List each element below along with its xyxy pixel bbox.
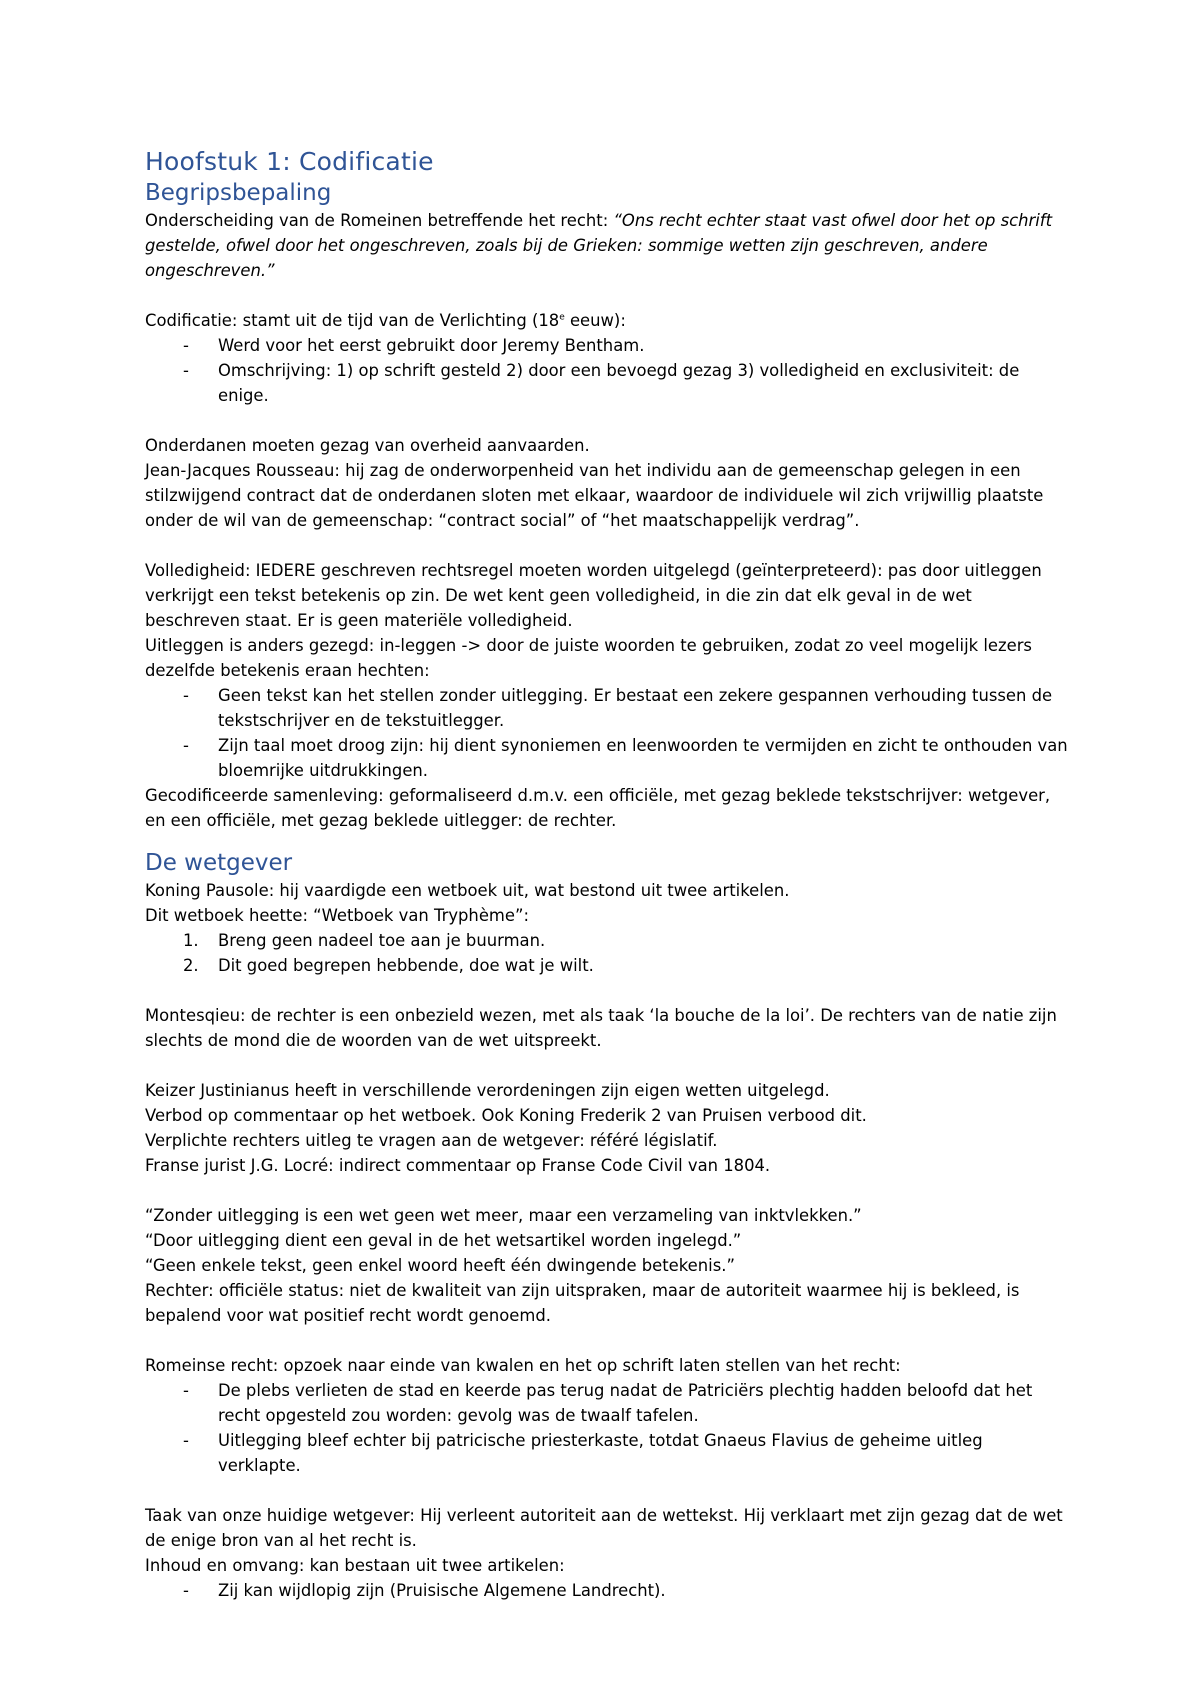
romeinen-quote: “Ons recht echter staat vast ofwel door het op schrift gestelde, ofwel door het ongeschreven, zoals bij de Grieken: sommige wetten zijn geschreven, andere ongeschreven.” (145, 211, 1053, 280)
paragraph-inhoud: Inhoud en omvang: kan bestaan uit twee artikelen: (145, 1556, 565, 1575)
list-item-text: Dit goed begrepen hebbende, doe wat je wilt. (218, 956, 594, 975)
list-item (145, 358, 1070, 408)
paragraph-codificatie (145, 308, 1070, 333)
paragraph-romeinen (145, 208, 1070, 283)
dash-marker: - (183, 1581, 189, 1600)
list-item (145, 733, 1070, 783)
paragraph-locre: Franse jurist J.G. Locré: indirect commentaar op Franse Code Civil van 1804. (145, 1156, 771, 1175)
document-body (145, 146, 1070, 1603)
dash-marker: - (183, 686, 189, 705)
paragraph-onderdanen: Onderdanen moeten gezag van overheid aanvaarden. (145, 436, 590, 455)
romeinse-recht-list (145, 1378, 1070, 1478)
number-marker: 1. (183, 931, 199, 950)
list-item-text: Zij kan wijdlopig zijn (Pruisische Algemene Landrecht). (218, 1581, 666, 1600)
dash-marker: - (183, 736, 189, 755)
codificatie-superscript: e (559, 312, 565, 323)
list-item (145, 953, 1070, 978)
paragraph-taak: Taak van onze huidige wetgever: Hij verleent autoriteit aan de wettekst. Hij verklaart met zijn gezag dat de wet de enige bron van al het recht is. (145, 1506, 1063, 1550)
list-item (145, 928, 1070, 953)
quote-ingelegd: “Door uitlegging dient een geval in de het wetsartikel worden ingelegd.” (145, 1231, 742, 1250)
dash-marker: - (183, 361, 189, 380)
paragraph-verbod: Verbod op commentaar op het wetboek. Ook Koning Frederik 2 van Pruisen verbood dit. (145, 1106, 867, 1125)
number-marker: 2. (183, 956, 199, 975)
heading-begripsbepaling: Begripsbepaling (145, 180, 332, 206)
list-item (145, 333, 1070, 358)
paragraph-uitleggen: Uitleggen is anders gezegd: in-leggen -> door de juiste woorden te gebruiken, zodat zo veel mogelijk lezers dezelfde betekenis eraan hechten: (145, 636, 1032, 680)
paragraph-verplichte: Verplichte rechters uitleg te vragen aan de wetgever: référé législatif. (145, 1131, 718, 1150)
romeinen-lead: Onderscheiding van de Romeinen betreffende het recht: (145, 211, 614, 230)
list-item-text: Uitlegging bleef echter bij patricische priesterkaste, totdat Gnaeus Flavius de geheime uitleg verklapte. (218, 1431, 983, 1475)
quote-inktvlekken: “Zonder uitlegging is een wet geen wet meer, maar een verzameling van inktvlekken.” (145, 1206, 862, 1225)
dash-marker: - (183, 1431, 189, 1450)
codificatie-text-b: eeuw): (564, 311, 626, 330)
paragraph-justinianus: Keizer Justinianus heeft in verschillende verordeningen zijn eigen wetten uitgelegd. (145, 1081, 830, 1100)
inhoud-list (145, 1578, 1070, 1603)
codificatie-list (145, 333, 1070, 408)
paragraph-rousseau: Jean-Jacques Rousseau: hij zag de onderworpenheid van het individu aan de gemeenschap gelegen in een stilzwijgend contract dat de onderdanen sloten met elkaar, waardoor de individuele wil zich vrijwillig plaatste onder de wil van de gemeenschap: “contract social” of “het maatschappelijk verdrag”. (145, 461, 1044, 530)
list-item-text: Omschrijving: 1) op schrift gesteld 2) door een bevoegd gezag 3) volledigheid en exclusiviteit: de enige. (218, 361, 1020, 405)
chapter-title: Hoofstuk 1: Codificatie (145, 147, 434, 176)
tryphème-list (145, 928, 1070, 978)
heading-de-wetgever: De wetgever (145, 850, 293, 876)
list-item-text: De plebs verlieten de stad en keerde pas terug nadat de Patriciërs plechtig hadden beloofd dat het recht opgesteld zou worden: gevolg was de twaalf tafelen. (218, 1381, 1033, 1425)
list-item (145, 1578, 1070, 1603)
paragraph-romeinse-recht: Romeinse recht: opzoek naar einde van kwalen en het op schrift laten stellen van het recht: (145, 1356, 901, 1375)
list-item-text: Geen tekst kan het stellen zonder uitlegging. Er bestaat een zekere gespannen verhouding tussen de tekstschrijver en de tekstuitlegger. (218, 686, 1053, 730)
paragraph-gecodificeerde: Gecodificeerde samenleving: geformaliseerd d.m.v. een officiële, met gezag beklede tekstschrijver: wetgever, en een officiële, met gezag beklede uitlegger: de rechter. (145, 786, 1051, 830)
list-item-text: Zijn taal moet droog zijn: hij dient synoniemen en leenwoorden te vermijden en zicht te onthouden van bloemrijke uitdrukkingen. (218, 736, 1068, 780)
list-item (145, 1378, 1070, 1428)
list-item-text: Werd voor het eerst gebruikt door Jeremy Bentham. (218, 336, 645, 355)
paragraph-montesqieu: Montesqieu: de rechter is een onbezield wezen, met als taak ‘la bouche de la loi’. De rechters van de natie zijn slechts de mond die de woorden van de wet uitspreekt. (145, 1006, 1057, 1050)
dash-marker: - (183, 1381, 189, 1400)
list-item (145, 683, 1070, 733)
paragraph-volledigheid: Volledigheid: IEDERE geschreven rechtsregel moeten worden uitgelegd (geïnterpreteerd): pas door uitleggen verkrijgt een tekst betekenis op zin. De wet kent geen volledigheid, in die zin dat elk geval in de wet beschreven staat. Er is geen materiële volledigheid. (145, 561, 1042, 630)
codificatie-text-a: Codificatie: stamt uit de tijd van de Verlichting (18 (145, 311, 560, 330)
uitleggen-list (145, 683, 1070, 783)
list-item-text: Breng geen nadeel toe aan je buurman. (218, 931, 546, 950)
paragraph-wetboek: Dit wetboek heette: “Wetboek van Tryphème”: (145, 906, 529, 925)
list-item (145, 1428, 1070, 1478)
paragraph-rechter: Rechter: officiële status: niet de kwaliteit van zijn uitspraken, maar de autoriteit waarmee hij is bekleed, is bepalend voor wat positief recht wordt genoemd. (145, 1281, 1020, 1325)
paragraph-pausole: Koning Pausole: hij vaardigde een wetboek uit, wat bestond uit twee artikelen. (145, 881, 790, 900)
dash-marker: - (183, 336, 189, 355)
quote-betekenis: “Geen enkele tekst, geen enkel woord heeft één dwingende betekenis.” (145, 1256, 735, 1275)
